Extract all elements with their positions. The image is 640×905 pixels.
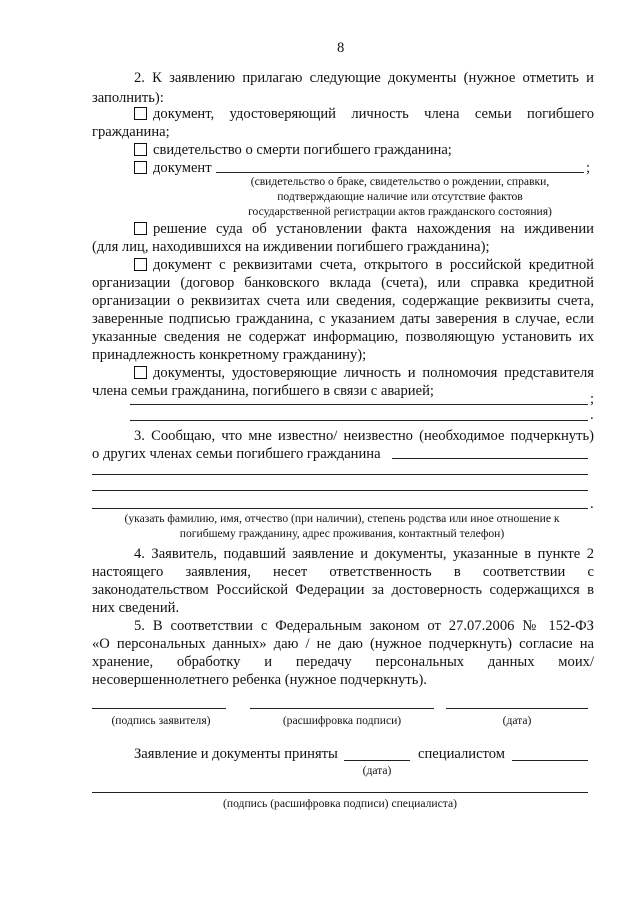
family-members-input-line3[interactable] <box>92 490 588 491</box>
section4-line4: них сведений. <box>92 600 180 616</box>
signature-decoding-hint: (расшифровка подписи) <box>282 714 402 727</box>
checkbox-court-decision[interactable] <box>134 222 147 235</box>
specialist-name-line[interactable] <box>512 760 588 761</box>
section5-line1: 5. В соответствии с Федеральным законом от 27.07.2006 № 152-ФЗ <box>134 618 594 634</box>
checkbox-death-certificate[interactable] <box>134 143 147 156</box>
checkbox-item-bank-details <box>134 255 594 275</box>
applicant-signature-hint: (подпись заявителя) <box>111 714 211 727</box>
item3-hint-line1: (свидетельство о браке, свидетельство о рождении, справки, <box>250 175 550 188</box>
other-document-input-line[interactable] <box>216 172 584 173</box>
item3-hint-line3: государственной регистрации актов гражданского состояния) <box>248 205 552 218</box>
specialist-signature-hint: (подпись (расшифровка подписи) специалиста) <box>223 797 457 810</box>
item6-text: документы, удостоверяющие личность и полномочия представителя <box>153 365 594 381</box>
checkbox-item-other-document <box>134 158 212 178</box>
checkbox-item-identity <box>134 104 594 124</box>
section3-end: . <box>590 496 594 512</box>
section3-hint-line1: (указать фамилию, имя, отчество (при наличии), степень родства или иное отношение к <box>124 512 560 525</box>
section5-line2: «О персональных данных» даю / не даю (нужное подчеркнуть) согласие на <box>92 636 594 652</box>
acceptance-text: Заявление и документы приняты <box>134 746 338 762</box>
checkbox-item-representative <box>134 363 594 383</box>
item5-text-line5: указанные сведения не содержат информацию, позволяющую установить их <box>92 329 594 345</box>
item4-text: решение суда об установлении факта нахождения на иждивении <box>153 221 594 237</box>
section3-hint-line2: погибшему гражданину, адрес проживания, контактный телефон) <box>179 527 505 540</box>
checkbox-item-death-certificate <box>134 140 452 160</box>
representative-input-line2[interactable] <box>130 420 588 421</box>
checkbox-representative-documents[interactable] <box>134 366 147 379</box>
item3-label: документ <box>153 160 212 176</box>
checkbox-bank-details[interactable] <box>134 258 147 271</box>
item1-text: документ, удостоверяющий личность члена семьи погибшего <box>153 106 594 122</box>
item5-text: документ с реквизитами счета, открытого в российской кредитной <box>153 257 594 273</box>
specialist-signature-line[interactable] <box>92 792 588 793</box>
item3-hint-line2: подтверждающие наличие или отсутствие фактов <box>277 190 523 203</box>
section4-line1: 4. Заявитель, подавший заявление и документы, указанные в пункте 2 <box>134 546 594 562</box>
section2-intro-line2: заполнить): <box>92 90 164 106</box>
checkbox-identity-document[interactable] <box>134 107 147 120</box>
acceptance-date-hint: (дата) <box>362 764 392 777</box>
item2-text: свидетельство о смерти погибшего гражданина; <box>153 142 452 158</box>
family-members-input-line1[interactable] <box>392 458 588 459</box>
application-date-hint: (дата) <box>502 714 532 727</box>
section5-line3: хранение, обработку и передачу персональных данных моих/ <box>92 654 594 670</box>
signature-decoding-line[interactable] <box>250 708 434 709</box>
section5-line4: несовершеннолетнего ребенка (нужное подчеркнуть). <box>92 672 427 688</box>
item4-text-cont: (для лиц, находившихся на иждивении погибшего гражданина); <box>92 239 490 255</box>
section4-line2: настоящего заявления, несет ответственность в соответствии с <box>92 564 594 580</box>
family-members-input-line4[interactable] <box>92 508 588 509</box>
item6-text-cont: члена семьи гражданина, погибшего в связи с аварией; <box>92 383 434 399</box>
application-date-line[interactable] <box>446 708 588 709</box>
acceptance-specialist-text: специалистом <box>418 746 505 762</box>
item1-text-cont: гражданина; <box>92 124 170 140</box>
item5-text-line6: принадлежность конкретному гражданину); <box>92 347 367 363</box>
representative-input-line1[interactable] <box>130 404 588 405</box>
line-end-semicolon: ; <box>590 391 595 407</box>
item5-text-line3: организации о реквизитах счета или сведения, содержащие реквизиты счета, <box>92 293 594 309</box>
acceptance-date-line[interactable] <box>344 760 410 761</box>
checkbox-item-court-decision <box>134 219 594 239</box>
checkbox-other-document[interactable] <box>134 161 147 174</box>
section3-line2: о других членах семьи погибшего гражданина <box>92 446 381 462</box>
item5-text-line2: организации (договор банковского вклада (счета), или справка кредитной <box>92 275 594 291</box>
section3-line1: 3. Сообщаю, что мне известно/ неизвестно (необходимое подчеркнуть) <box>134 428 594 444</box>
section2-intro-line1: 2. К заявлению прилагаю следующие документы (нужное отметить и <box>134 70 594 86</box>
page-number: 8 <box>337 40 345 56</box>
section4-line3: законодательством Российской Федерации за достоверность содержащихся в <box>92 582 594 598</box>
family-members-input-line2[interactable] <box>92 474 588 475</box>
item3-end: ; <box>586 160 591 176</box>
applicant-signature-line[interactable] <box>92 708 226 709</box>
item5-text-line4: заверенные подписью гражданина, с указанием даты заверения в случае, если <box>92 311 594 327</box>
line-end-period: . <box>590 407 594 423</box>
